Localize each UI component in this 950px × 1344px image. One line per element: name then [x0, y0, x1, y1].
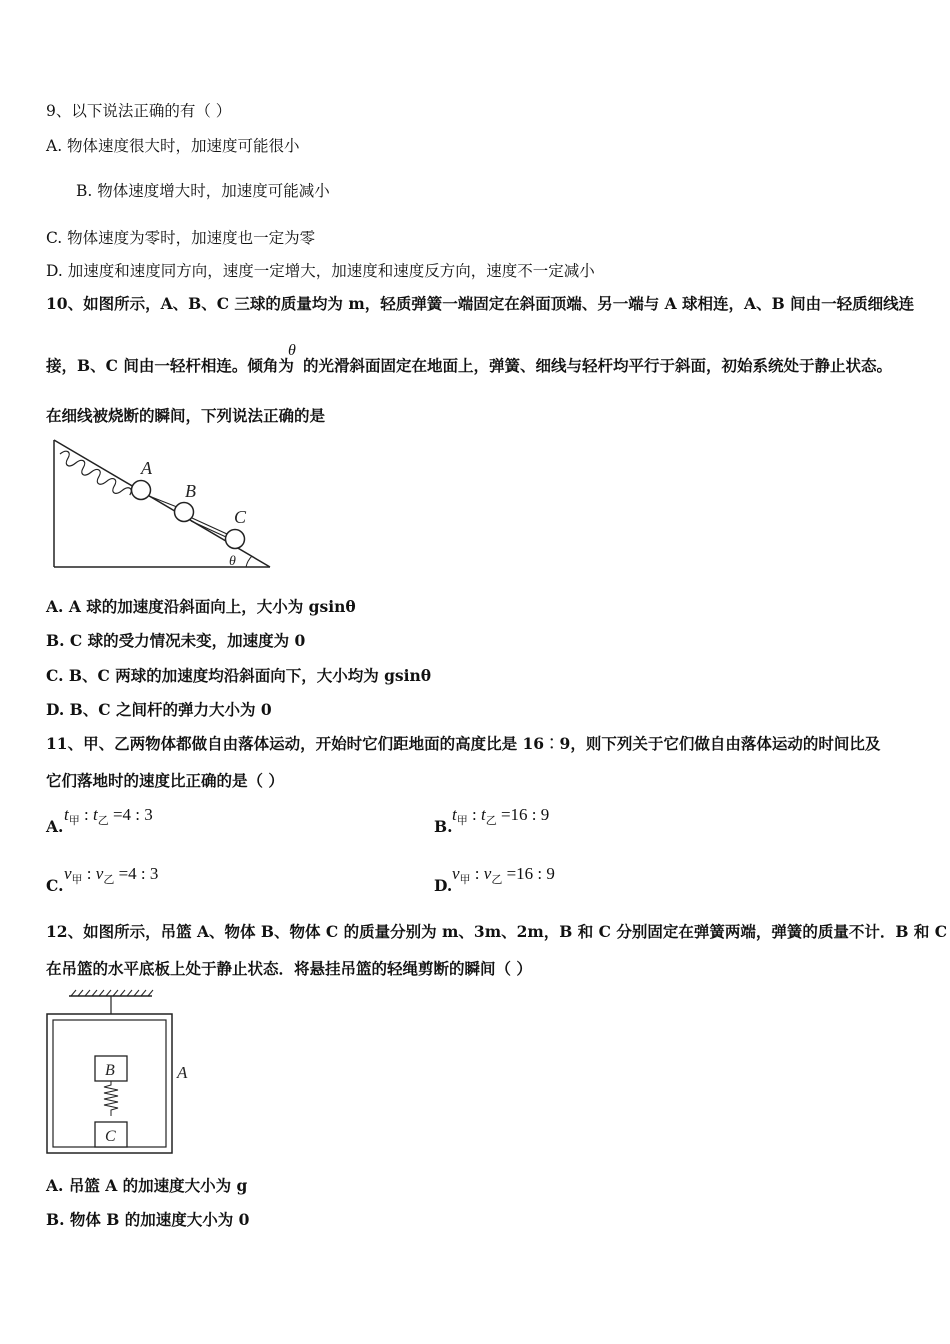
q11-stem-line1: 11、甲、乙两物体都做自由落体运动，开始时它们距地面的高度比是 16︰9，则下列关于它们做自由落体运动的时间比及	[46, 734, 881, 753]
incline-figure	[46, 438, 278, 574]
q11-option-b-formula: $t_甲$ : $t_乙 =16$ : 9	[452, 805, 550, 827]
q10-option-d: D. B、C 之间杆的弹力大小为 0	[46, 700, 272, 719]
angle-label: θ	[229, 554, 236, 569]
q11-option-a-formula: $t_甲$ : $t_乙 =4$ : 3	[64, 805, 153, 827]
q11-option-d-label: D.	[434, 876, 453, 895]
q11-stem-line2: 它们落地时的速度比正确的是（ ）	[46, 771, 284, 790]
q10-stem-line3: 在细线被烧断的瞬间，下列说法正确的是	[46, 406, 326, 425]
q9-option-a: A. 物体速度很大时，加速度可能很小	[46, 137, 300, 155]
q11-option-c-formula: $v_甲$ : $v_乙 =4$ : 3	[64, 864, 159, 886]
q12-option-b: B. 物体 B 的加速度大小为 0	[46, 1210, 250, 1229]
q11-option-c-label: C.	[46, 876, 64, 895]
q9-option-c: C. 物体速度为零时，加速度也一定为零	[46, 229, 316, 247]
block-b-label: B	[105, 1062, 115, 1079]
q10-stem-line1: 10、如图所示，A、B、C 三球的质量均为 m，轻质弹簧一端固定在斜面顶端、另一端与 A 球相连，A、B 间由一轻质细线连	[46, 294, 915, 313]
q10-stem-line2a: 接，B、C 间由一轻杆相连。倾角为	[46, 356, 294, 375]
q10-option-b: B. C 球的受力情况未变，加速度为 0	[46, 631, 306, 650]
ball-b-label: B	[185, 481, 196, 501]
basket-a-label: A	[177, 1063, 188, 1082]
q10-theta-symbol: θ	[288, 342, 296, 359]
q9-option-b: B. 物体速度增大时，加速度可能减小	[76, 182, 330, 200]
q12-option-a: A. 吊篮 A 的加速度大小为 g	[46, 1176, 248, 1195]
q10-stem-line2b: 的光滑斜面固定在地面上，弹簧、细线与轻杆均平行于斜面，初始系统处于静止状态。	[303, 356, 893, 375]
q11-option-d-formula: $v_甲$ : $v_乙 =16$ : 9	[452, 864, 555, 886]
ball-a-label: A	[141, 458, 152, 478]
q10-option-a: A. A 球的加速度沿斜面向上，大小为 gsinθ	[46, 597, 356, 616]
q9-option-d: D. 加速度和速度同方向，速度一定增大，加速度和速度反方向，速度不一定减小	[46, 262, 595, 280]
q12-stem-line2: 在吊篮的水平底板上处于静止状态．将悬挂吊篮的轻绳剪断的瞬间（ ）	[46, 959, 532, 978]
q9-stem: 9、以下说法正确的有（ ）	[46, 102, 232, 120]
basket-figure	[44, 988, 204, 1158]
q11-option-a-label: A.	[46, 817, 64, 836]
q11-option-b-label: B.	[434, 817, 453, 836]
q12-stem-line1: 12、如图所示，吊篮 A、物体 B、物体 C 的质量分别为 m、3m、2m，B 和 C 分别固定在弹簧两端，弹簧的质量不计．B 和 C	[46, 922, 948, 941]
block-c-label: C	[105, 1128, 116, 1145]
ball-c-label: C	[234, 507, 247, 527]
q10-option-c: C. B、C 两球的加速度均沿斜面向下，大小均为 gsinθ	[46, 666, 432, 685]
